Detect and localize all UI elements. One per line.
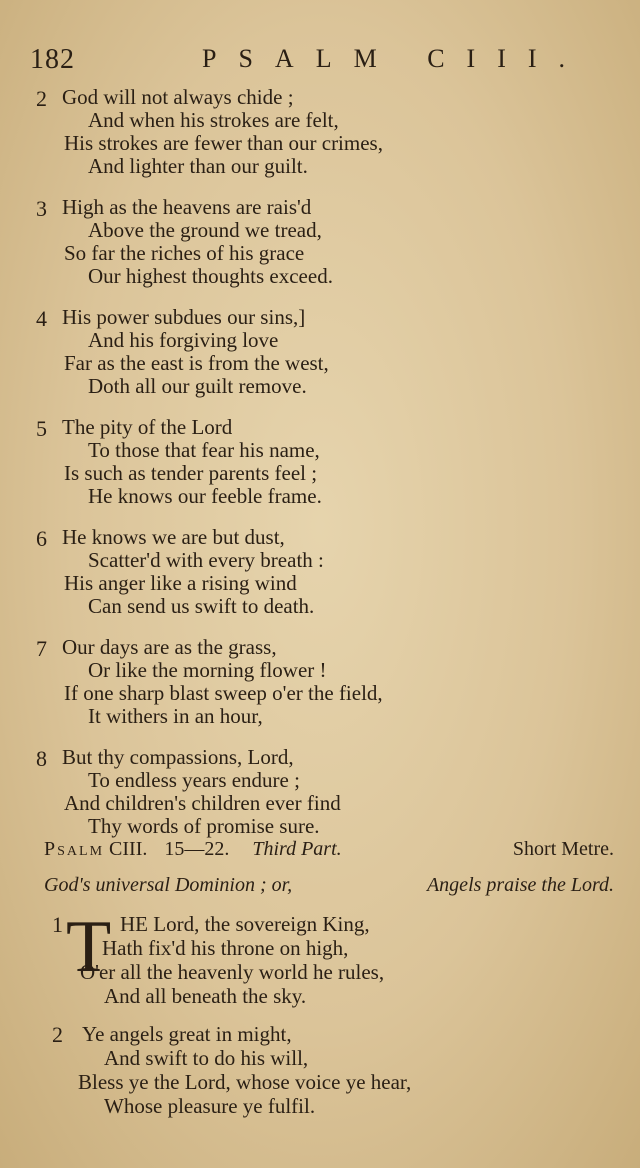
verse-line: And children's children ever find: [64, 791, 341, 815]
verse-line: And lighter than our guilt.: [88, 154, 308, 178]
verse-number: 1: [52, 912, 63, 937]
part-three-body: [0, 906, 640, 1132]
verse-line: Scatter'd with every breath :: [88, 548, 324, 572]
verse-line: O'er all the heavenly world he rules,: [80, 960, 385, 984]
verse-number: 2: [36, 86, 47, 111]
part-heading-psalm: Psalm: [44, 838, 105, 860]
stanza: [0, 196, 640, 288]
stanza: [0, 306, 640, 398]
verse-line: He knows we are but dust,: [62, 525, 285, 549]
part-heading-number: CIII.: [109, 838, 148, 860]
verse-line: And his forgiving love: [88, 328, 279, 352]
subtitle-right: Angels praise the Lord.: [426, 874, 614, 896]
verse-line: Bless ye the Lord, whose voice ye hear,: [78, 1070, 412, 1094]
verse-line: To endless years endure ;: [88, 768, 300, 792]
verse-line: Whose pleasure ye fulfil.: [104, 1094, 316, 1118]
verse-line: It withers in an hour,: [88, 704, 263, 728]
verse-line: His anger like a rising wind: [64, 571, 297, 595]
verse-line: Our days are as the grass,: [62, 635, 277, 659]
verse-line: Ye angels great in might,: [82, 1022, 292, 1046]
verse-number: 4: [36, 306, 47, 331]
stanza: [0, 416, 640, 508]
verse-line: And swift to do his will,: [104, 1046, 309, 1070]
page-number: 182: [30, 44, 75, 75]
verse-line: Hath fix'd his throne on high,: [102, 936, 349, 960]
verse-line: Thy words of promise sure.: [88, 814, 320, 838]
stanza: [0, 526, 640, 618]
verse-line: Is such as tender parents feel ;: [64, 461, 318, 485]
verse-line: And all beneath the sky.: [104, 984, 307, 1008]
verse-line: Can send us swift to death.: [88, 594, 315, 618]
psalm-body: [0, 86, 640, 838]
verse-number: 2: [52, 1022, 63, 1047]
verse-line: Above the ground we tread,: [88, 218, 322, 242]
verse-number: 8: [36, 746, 47, 771]
verse-number: 5: [36, 416, 47, 441]
verse-line: But thy compassions, Lord,: [62, 745, 294, 769]
part-heading-range: 15—22.: [164, 838, 230, 860]
verse-line: His power subdues our sins,]: [62, 305, 306, 329]
page-header: [30, 44, 604, 84]
verse-line: He knows our feeble frame.: [88, 484, 322, 508]
stanza: [0, 636, 640, 728]
verse-line: So far the riches of his grace: [64, 241, 305, 265]
drop-cap: T: [66, 906, 112, 988]
verse-line: High as the heavens are rais'd: [62, 195, 312, 219]
stanza: [0, 906, 640, 1008]
stanza: [0, 746, 640, 838]
verse-line: Doth all our guilt remove.: [88, 374, 307, 398]
part-heading: [44, 838, 614, 861]
part-heading-part: Third Part.: [252, 838, 342, 860]
verse-number: 6: [36, 526, 47, 551]
verse-number: 3: [36, 196, 47, 221]
stanza: [0, 86, 640, 178]
verse-line: Our highest thoughts exceed.: [88, 264, 333, 288]
verse-line: The pity of the Lord: [62, 415, 233, 439]
verse-line: If one sharp blast sweep o'er the field,: [64, 681, 383, 705]
verse-line: God will not always chide ;: [62, 85, 294, 109]
verse-line: And when his strokes are felt,: [88, 108, 339, 132]
verse-number: 7: [36, 636, 47, 661]
verse-line: HE Lord, the sovereign King,: [120, 912, 370, 936]
stanza: [0, 1022, 640, 1118]
part-subtitle: [44, 874, 614, 897]
verse-line: Far as the east is from the west,: [64, 351, 329, 375]
verse-line: Or like the morning flower !: [88, 658, 327, 682]
part-heading-metre: Short Metre.: [512, 838, 614, 860]
verse-line: To those that fear his name,: [88, 438, 320, 462]
running-title: PSALM CIII.: [202, 44, 588, 73]
verse-line: His strokes are fewer than our crimes,: [64, 131, 383, 155]
subtitle-left: God's universal Dominion ; or,: [44, 874, 293, 896]
